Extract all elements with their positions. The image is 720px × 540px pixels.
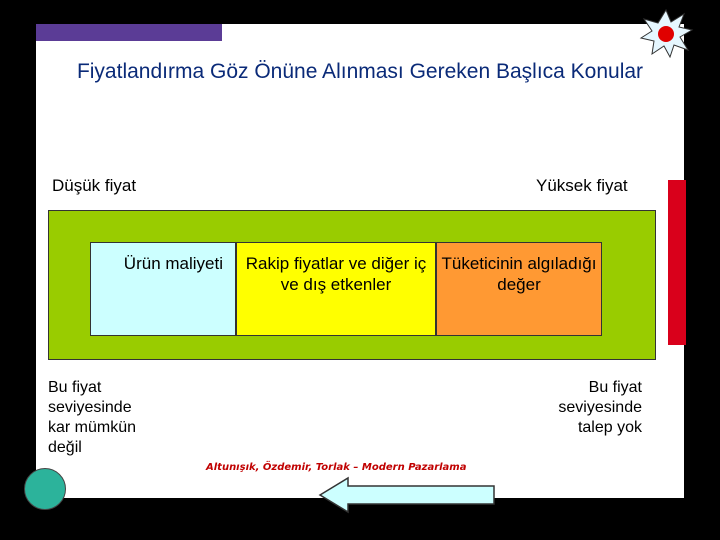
box-competitor-factors [236,242,436,336]
box-product-cost [90,242,236,336]
accent-bar [36,24,222,41]
back-arrow-icon[interactable] [318,476,496,514]
left-note: Bu fiyat seviyesinde kar mümkün değil [48,379,137,456]
side-bar [668,180,686,345]
credit-text: Altunışık, Özdemir, Torlak – Modern Pazarlama [206,462,467,473]
slide-title: Fiyatlandırma Göz Önüne Alınması Gereken Başlıca Konular [76,60,644,83]
right-note: Bu fiyat seviyesinde talep yok [558,379,642,436]
box-product-cost-label: Ürün maliyeti [123,254,223,273]
nav-circle[interactable] [24,468,66,510]
box-perceived-value-label: Tüketicinin algıladığı değer [441,254,597,294]
box-competitor-factors-label: Rakip fiyatlar ve diğer iç ve dış etkenler [245,254,427,294]
high-price-label: Yüksek fiyat [536,176,628,195]
box-perceived-value [436,242,602,336]
starburst-icon [638,8,694,58]
low-price-label: Düşük fiyat [52,176,137,195]
